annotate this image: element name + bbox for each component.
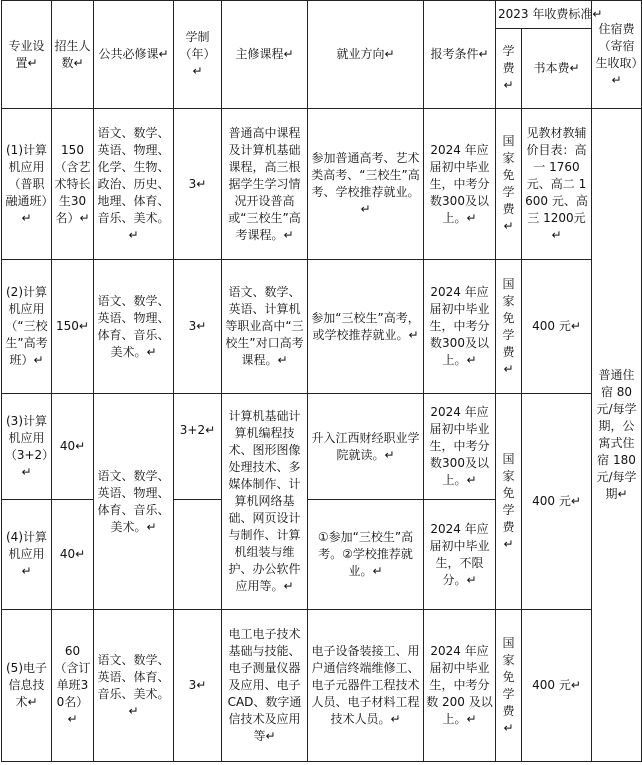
row34-public-courses: 语文、数学、英语、物理、体育、音乐、美术。↵ — [94, 394, 174, 610]
row3-requirements: 2024 年应届初中毕业生，中考分数300及以上。↵ — [424, 394, 496, 500]
row3-employment: 升入江西财经职业学院就读。↵ — [308, 394, 424, 500]
header-enrollment: 招生人数↵ — [52, 1, 94, 109]
row5-tuition: 国家免学费↵ — [496, 610, 522, 762]
row1-public-courses: 语文、数学、英语、物理、化学、生物、政治、历史、地理、体育、音乐、美术。↵ — [94, 109, 174, 260]
row34-tuition: 国家免学费↵ — [496, 394, 522, 610]
row4-major: (4)计算机应用↵ — [2, 500, 52, 610]
row4-employment: ①参加“三校生”高考。②学校推荐就业。↵ — [308, 500, 424, 610]
row4-requirements: 2024 年应届初中毕业生，不限分。↵ — [424, 500, 496, 610]
row5-enrollment: 60（含订单班30名）↵ — [52, 610, 94, 762]
header-main-courses: 主修课程↵ — [222, 1, 308, 109]
row3-major: (3)计算机应用（3+2）↵ — [2, 394, 52, 500]
row2-public-courses: 语文、数学、英语、物理、体育、音乐、美术。↵ — [94, 260, 174, 394]
row2-employment: 参加“三校生”高考，或学校推荐就业。↵ — [308, 260, 424, 394]
row2-major: (2)计算机应用（“三校生”高考班）↵ — [2, 260, 52, 394]
row1-duration: 3↵ — [174, 109, 222, 260]
row2-requirements: 2024 年应届初中毕业生，中考分数300及以上。↵ — [424, 260, 496, 394]
row3-enrollment: 40↵ — [52, 394, 94, 500]
row1-books: 见教材教辅价目表：高一 1760 元、高二 1600 元、高三 1200元↵ — [522, 109, 592, 260]
row5-duration: 3↵ — [174, 610, 222, 762]
header-public-courses: 公共必修课↵ — [94, 1, 174, 109]
row1-major: (1)计算机应用（普职融通班）↵ — [2, 109, 52, 260]
row34-books: 400 元↵ — [522, 394, 592, 610]
row5-public-courses: 语文、数学、英语、体育、音乐、美术。↵ — [94, 610, 174, 762]
row2-main-courses: 语文、数学、英语、计算机等职业高中“三校生”对口高考课程。↵ — [222, 260, 308, 394]
row5-major: (5)电子信息技术↵ — [2, 610, 52, 762]
row4-duration — [174, 500, 222, 610]
row4-enrollment: 40↵ — [52, 500, 94, 610]
row1-requirements: 2024 年应届初中毕业生，中考分数300及以上。↵ — [424, 109, 496, 260]
header-tuition: 学费↵ — [496, 29, 522, 109]
row1-main-courses: 普通高中课程及计算机基础课程，高三根据学生学习情况开设普高或“三校生”高考课程。↵ — [222, 109, 308, 260]
header-employment: 就业方向↵ — [308, 1, 424, 109]
row1-employment: 参加普通高考、艺术类高考、“三校生”高考、学校推荐就业。↵ — [308, 109, 424, 260]
header-requirements: 报考条件↵ — [424, 1, 496, 109]
header-major: 专业设置↵ — [2, 1, 52, 109]
row1-enrollment: 150（含艺术特长生30名）↵ — [52, 109, 94, 260]
fee-table — [1, 0, 642, 762]
row2-enrollment: 150↵ — [52, 260, 94, 394]
row5-books: 400 元↵ — [522, 610, 592, 762]
header-dorm: 住宿费（寄宿生收取）↵ — [592, 1, 642, 109]
row5-main-courses: 电工电子技术基础与技能、电子测量仪器及应用、电子 CAD、数字通信技术及应用等↵ — [222, 610, 308, 762]
header-books: 书本费↵ — [522, 29, 592, 109]
header-fee-group: 2023 年收费标准↵ — [496, 1, 592, 29]
row1-tuition: 国家免学费↵ — [496, 109, 522, 260]
row5-employment: 电子设备装接工、用户通信终端维修工、电子元器件工程技术人员、电子材料工程技术人员。↵ — [308, 610, 424, 762]
row2-tuition: 国家免学费↵ — [496, 260, 522, 394]
row34-main-courses: 计算机基础计算机编程技术、图形图像处理技术、多媒体制作、计算机网络基础、网页设计与制作、计算机组装与维护、办公软件应用等。↵ — [222, 394, 308, 610]
row5-requirements: 2024 年应届初中毕业生，中考分数 200 及以上。↵ — [424, 610, 496, 762]
row2-books: 400 元↵ — [522, 260, 592, 394]
row2-duration: 3↵ — [174, 260, 222, 394]
row3-duration: 3+2↵ — [174, 394, 222, 500]
header-duration: 学制（年）↵ — [174, 1, 222, 109]
dorm-fee: 普通住宿 80 元/每学期，公寓式住宿 180 元/每学期↵ — [592, 109, 642, 762]
